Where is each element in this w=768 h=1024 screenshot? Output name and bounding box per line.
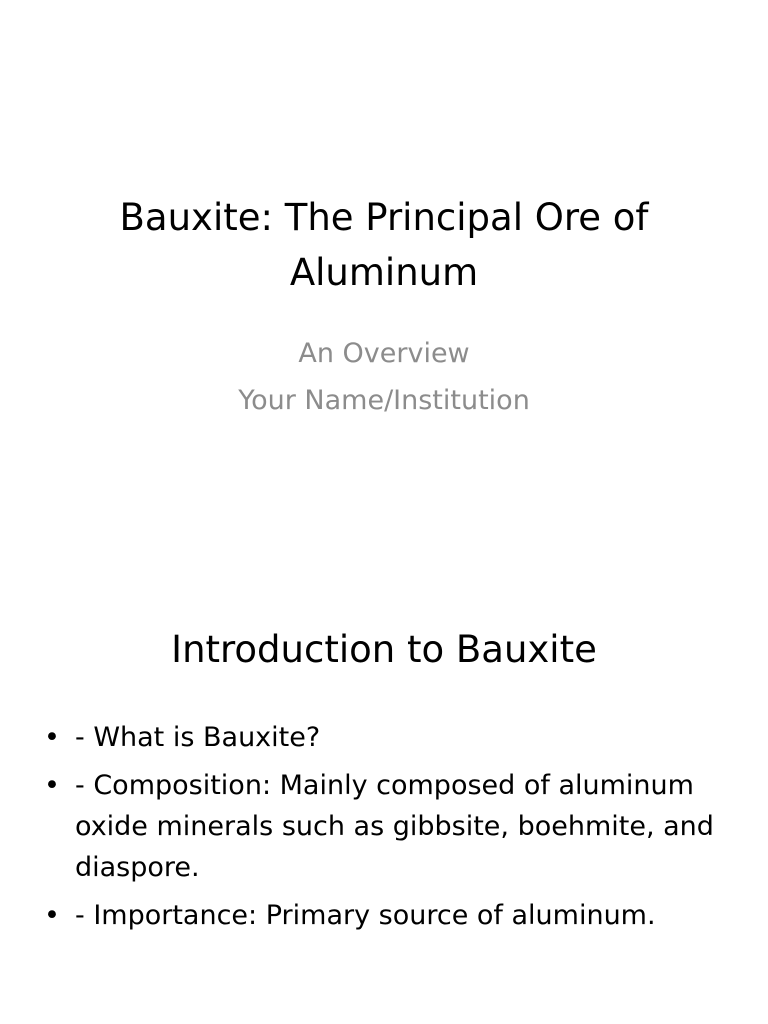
subtitle-line-author: Your Name/Institution <box>238 385 530 416</box>
bullet-item <box>40 895 740 936</box>
slide-title: Bauxite: The Principal Ore of Aluminum <box>119 196 649 294</box>
bullet-text: - Importance: Primary source of aluminum. <box>75 900 656 931</box>
bullet-text: - What is Bauxite? <box>75 722 321 753</box>
slide-title: Introduction to Bauxite <box>171 628 597 671</box>
slide-subtitle <box>60 330 708 424</box>
bullet-list <box>40 717 740 943</box>
bullet-dot-icon: • <box>44 900 60 931</box>
bullet-item <box>40 765 740 888</box>
bullet-dot-icon: • <box>44 722 60 753</box>
content-slide <box>0 512 768 1024</box>
bullet-dot-icon: • <box>44 770 60 801</box>
subtitle-line-overview: An Overview <box>298 338 470 369</box>
bullet-text: - Composition: Mainly composed of aluminum oxide minerals such as gibbsite, boehmite, and diaspore. <box>75 770 714 883</box>
bullet-item <box>40 717 740 758</box>
